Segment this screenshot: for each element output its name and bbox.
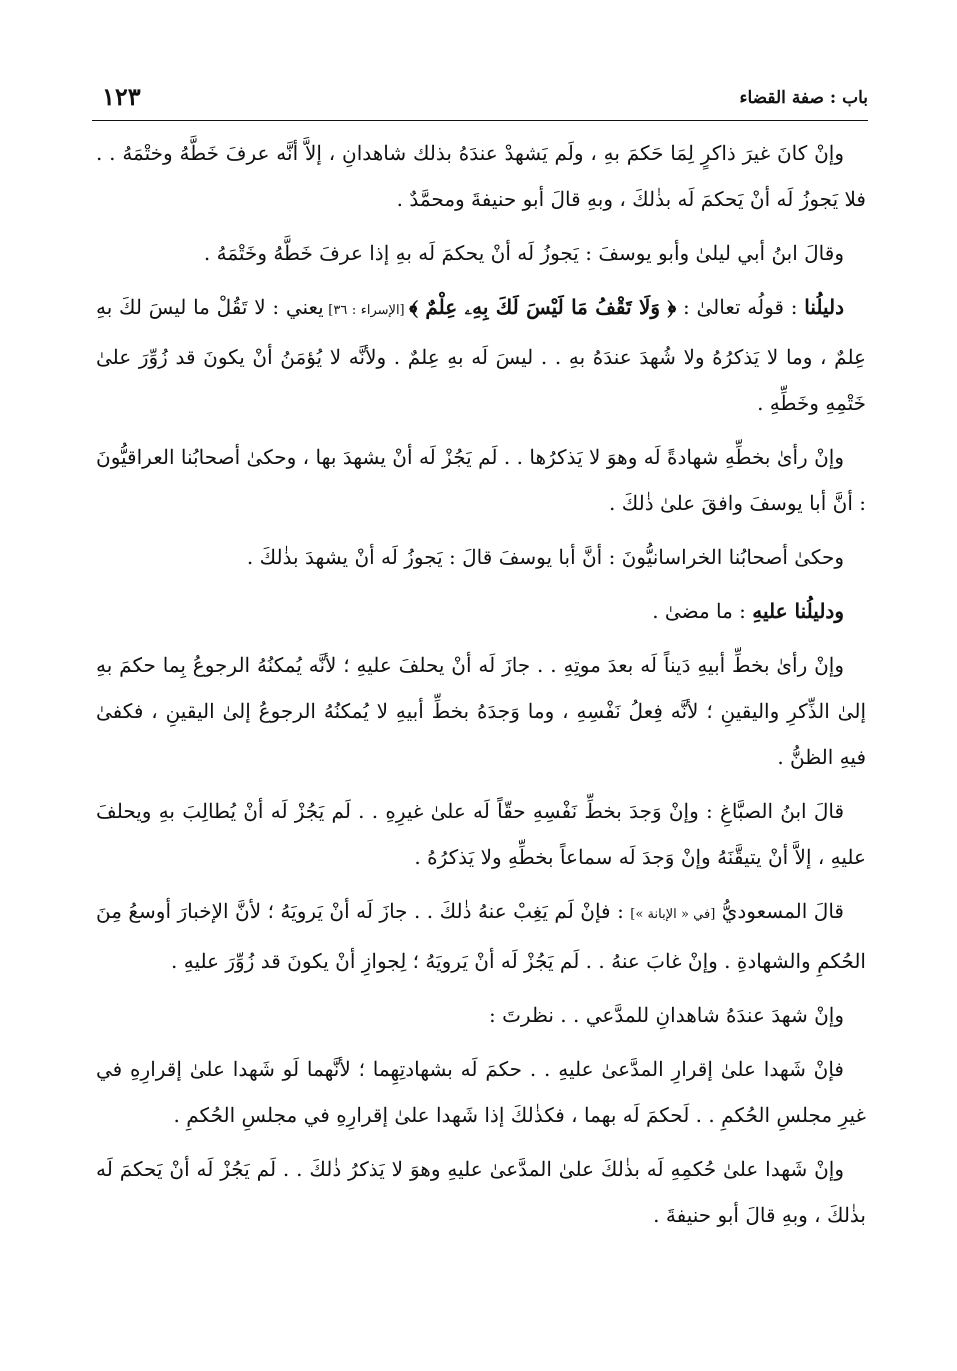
source-citation: [في « الإبانة »] bbox=[630, 907, 716, 922]
paragraph-text: : قولُه تعالىٰ : bbox=[676, 295, 805, 319]
paragraph: وإنْ كانَ غيرَ ذاكرٍ لِمَا حَكمَ بهِ ، ولَم يَشهدْ عندَهُ بذلك شاهدانِ ، إلاَّ أنَّه عرفَ خَطَّهُ وختْمَهُ . . فلا يَجوزُ لَه أنْ يَحكمَ لَه بذٰلكَ ، وبهِ قالَ أبو حنيفةَ ومحمَّدٌ . bbox=[96, 141, 866, 211]
paragraph-text: : ما مضىٰ . bbox=[652, 599, 753, 623]
paragraph: وإنْ شَهدا علىٰ حُكمِهِ لَه بذٰلكَ علىٰ المدَّعىٰ عليهِ وهوَ لا يَذكرُ ذٰلكَ . . لَم يَجُزْ لَه أنْ يَحكمَ لَه بذٰلكَ ، وبهِ قالَ أبو حنيفةَ . bbox=[96, 1157, 866, 1227]
page-header bbox=[92, 82, 868, 121]
paragraph: وإنْ رأىٰ بخطِّ أبيهِ دَيناً لَه بعدَ موتِهِ . . جازَ لَه أنْ يحلفَ عليهِ ؛ لأنَّه يُمكنُهُ الرجوعُ بِما حكمَ بهِ إلىٰ الذِّكرِ واليقينِ ؛ لأنَّه فِعلُ نَفْسِهِ ، وما وَجدَهُ بخطِّ أبيهِ لا يُمكنُهُ الرجوعُ إلىٰ اليقينِ ، فكفىٰ فيهِ الظنُّ . bbox=[96, 653, 866, 769]
page-body bbox=[96, 130, 866, 1246]
paragraph-text: : فإنْ لَم يَغِبْ عنهُ ذٰلكَ . . جازَ لَه أنْ يَرويَهُ ؛ لأنَّ الإخبارَ أوسعُ مِنَ الحُكمِ والشهادةِ . وإنْ غابَ عنهُ . . لَم يَجُزْ لَه أنْ يَرويَهُ ؛ لِجوازِ أنْ يكونَ قد زُوِّرَ عليهِ . bbox=[96, 899, 866, 973]
paragraph: وإنْ شهدَ عندَهُ شاهدانِ للمدَّعي . . نظرتَ : bbox=[489, 1003, 844, 1027]
paragraph: وحكىٰ أصحابُنا الخراسانيُّونَ : أنَّ أبا يوسفَ قالَ : يَجوزُ لَه أنْ يشهدَ بذٰلكَ . bbox=[246, 545, 844, 569]
paragraph bbox=[96, 888, 866, 984]
chapter-title: باب : صفة القضاء bbox=[739, 88, 868, 108]
paragraph-text: يعني : لا تَقُلْ ما ليسَ لكَ بهِ عِلمٌ ، وما لا يَذكرُهُ ولا شُهدَ عندَهُ بهِ . . ليسَ لَه بهِ عِلمٌ . ولأنَّه لا يُؤمَنُ أنْ يكونَ قد زُوِّرَ علىٰ خَتْمِهِ وخَطِّهِ . bbox=[96, 295, 866, 415]
paragraph: وإنْ رأىٰ بخطِّهِ شهادةً لَه وهوَ لا يَذكرُها . . لَم يَجُزْ لَه أنْ يشهدَ بها ، وحكىٰ أصحابُنا العراقيُّونَ : أنَّ أبا يوسفَ وافقَ علىٰ ذٰلكَ . bbox=[96, 445, 866, 515]
quran-verse: ﴿ وَلَا تَقْفُ مَا لَيْسَ لَكَ بِهِۦ عِلْمٌ ﴾ bbox=[409, 295, 677, 319]
paragraph bbox=[96, 588, 866, 634]
paragraph-text: قالَ المسعوديُّ bbox=[715, 899, 844, 923]
paragraph-lead: ودليلُنا عليهِ bbox=[752, 599, 844, 623]
page-number: ١٢٣ bbox=[102, 82, 141, 111]
paragraph: فإنْ شَهدا علىٰ إقرارِ المدَّعىٰ عليهِ . . حكمَ لَه بشهادتِهِما ؛ لأنَّهما لَو شَهدا علىٰ إقرارِهِ في غيرِ مجلسِ الحُكمِ . . لَحكمَ لَه بهما ، فكذٰلكَ إذا شَهدا علىٰ إقرارِهِ في مجلسِ الحُكمِ . bbox=[96, 1057, 866, 1127]
paragraph: وقالَ ابنُ أبي ليلىٰ وأبو يوسفَ : يَجوزُ لَه أنْ يحكمَ لَه بهِ إذا عرفَ خَطَّهُ وخَتْمَهُ . bbox=[203, 241, 844, 265]
paragraph-lead: دليلُنا bbox=[804, 295, 845, 319]
paragraph: قالَ ابنُ الصبَّاغِ : وإنْ وَجدَ بخطِّ نَفْسِهِ حقّاً لَه علىٰ غيرِهِ . . لَم يَجُزْ لَه أنْ يُطالِبَ بهِ ويحلفَ عليهِ ، إلاَّ أنْ يتيقَّنَهُ وإنْ وَجدَ لَه سماعاً بخطِّهِ ولا يَذكرُهُ . bbox=[96, 799, 866, 869]
paragraph bbox=[96, 284, 866, 426]
verse-citation: [الإسراء : ٣٦] bbox=[323, 303, 410, 318]
